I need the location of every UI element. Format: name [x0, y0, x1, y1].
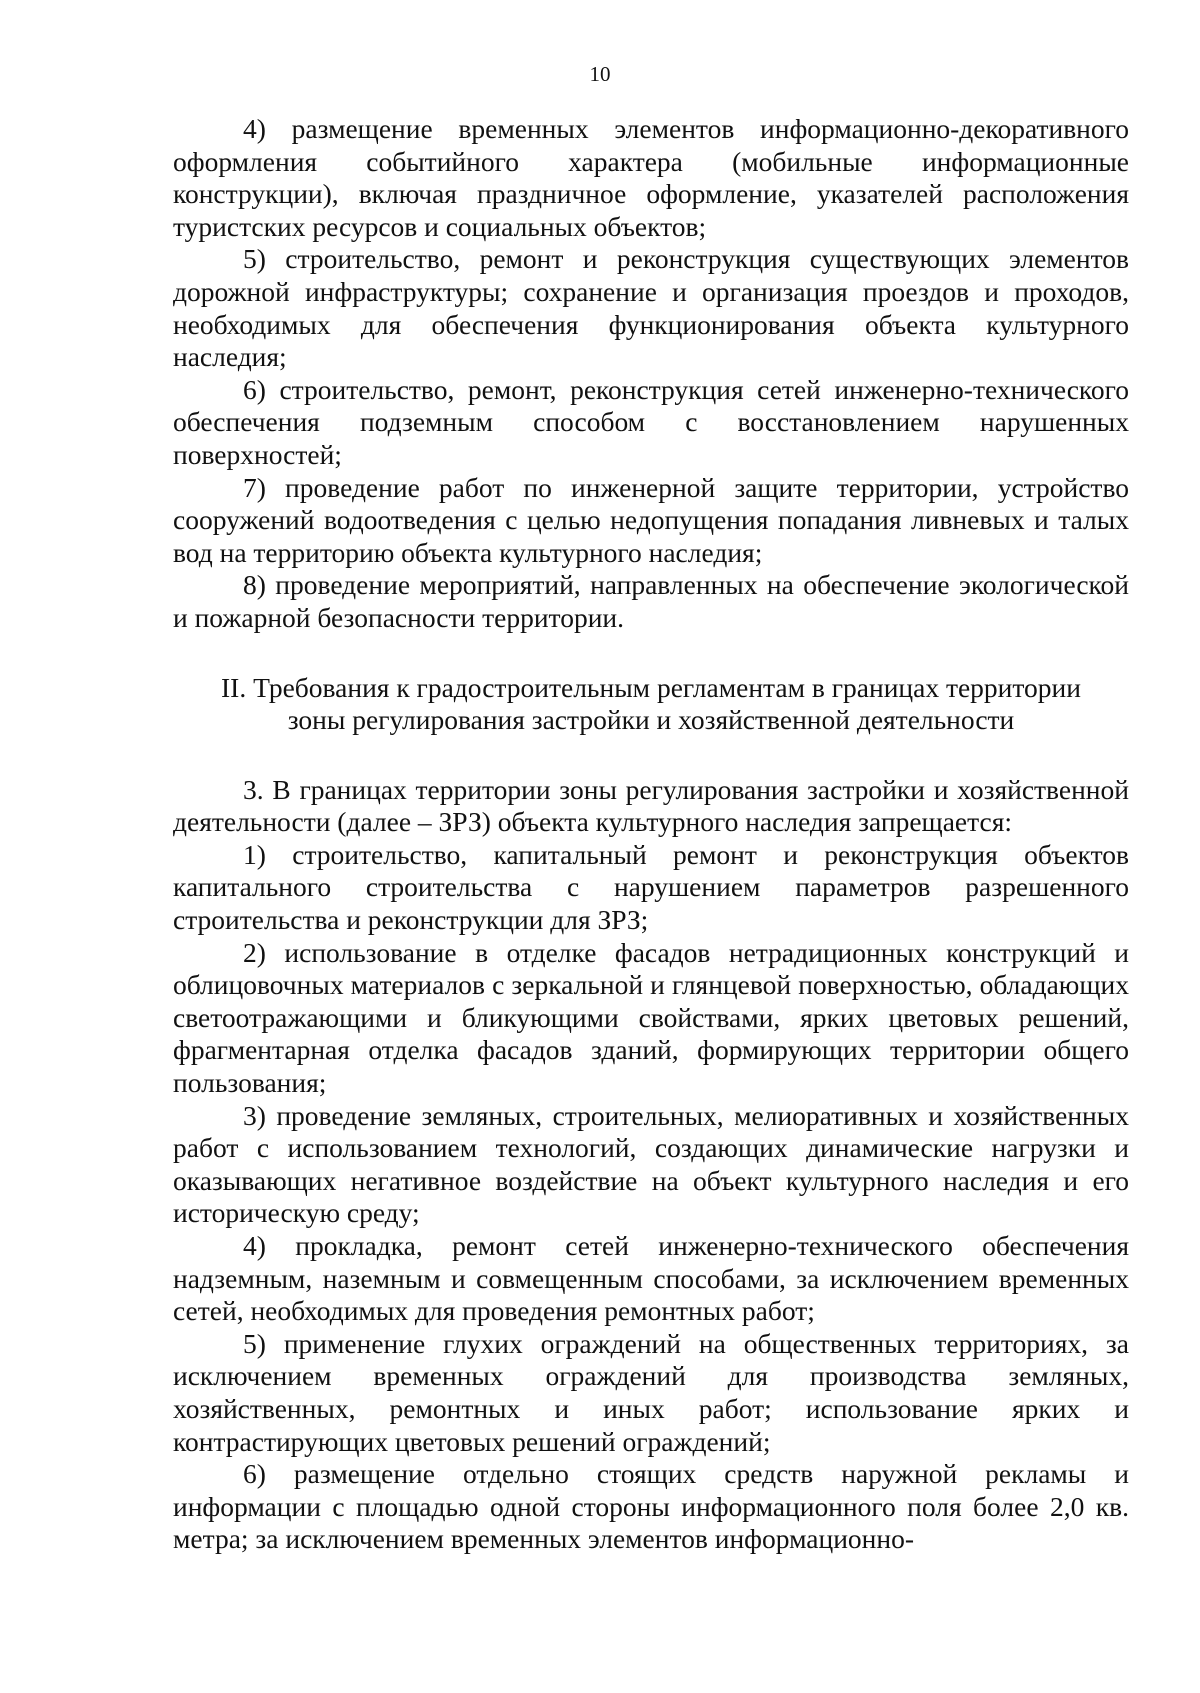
prohibition-item-5: 5) применение глухих ограждений на общественных территориях, за исключением временных ограждений для производства земляных, хозяйственных, ремонтных и иных работ; использование ярких и контрастирующих цветовых решений ограждений;	[173, 1327, 1129, 1457]
clause-3-intro: 3. В границах территории зоны регулирования застройки и хозяйственной деятельности (далее – ЗРЗ) объекта культурного наследия запрещается:	[173, 773, 1129, 838]
list-item-4: 4) размещение временных элементов информационно-декоративного оформления событийного характера (мобильные информационные конструкции), включая праздничное оформление, указателей расположения туристских ресурсов и социальных объектов;	[173, 113, 1129, 242]
prohibition-item-4: 4) прокладка, ремонт сетей инженерно-технического обеспечения надземным, наземным и совмещенным способами, за исключением временных сетей, необходимых для проведения ремонтных работ;	[173, 1230, 1129, 1327]
list-item-5: 5) строительство, ремонт и реконструкция существующих элементов дорожной инфраструктуры; сохранение и организация проездов и проходов, необходимых для обеспечения функционирования объекта культурного наследия;	[173, 243, 1129, 373]
document-body	[173, 113, 1129, 1556]
prohibition-item-6: 6) размещение отдельно стоящих средств наружной рекламы и информации с площадью одной стороны информационного поля более 2,0 кв. метра; за исключением временных элементов информационно-	[173, 1458, 1129, 1555]
list-item-7: 7) проведение работ по инженерной защите территории, устройство сооружений водоотведения с целью недопущения попадания ливневых и талых вод на территорию объекта культурного наследия;	[173, 471, 1129, 568]
section-heading	[173, 672, 1129, 737]
section-heading-line-2: зоны регулирования застройки и хозяйственной деятельности	[287, 704, 1015, 736]
prohibition-item-3: 3) проведение земляных, строительных, мелиоративных и хозяйственных работ с использованием технологий, создающих динамические нагрузки и оказывающих негативное воздействие на объект культурного наследия и его историческую среду;	[173, 1099, 1129, 1229]
prohibition-item-1: 1) строительство, капитальный ремонт и реконструкция объектов капитального строительства с нарушением параметров разрешенного строительства и реконструкции для ЗРЗ;	[173, 838, 1129, 936]
list-item-8: 8) проведение мероприятий, направленных на обеспечение экологической и пожарной безопасности территории.	[173, 569, 1129, 633]
page-number: 10	[589, 62, 611, 86]
list-item-6: 6) строительство, ремонт, реконструкция сетей инженерно-технического обеспечения подземным способом с восстановлением нарушенных поверхностей;	[173, 373, 1129, 470]
section-heading-line-1: II. Требования к градостроительным регламентам в границах территории	[221, 671, 1081, 703]
prohibition-item-2: 2) использование в отделке фасадов нетрадиционных конструкций и облицовочных материалов с зеркальной и глянцевой поверхностью, обладающих светоотражающими и бликующими свойствами, ярких цветовых решений, фрагментарная отделка фасадов зданий, формирующих территории общего пользования;	[173, 936, 1129, 1099]
